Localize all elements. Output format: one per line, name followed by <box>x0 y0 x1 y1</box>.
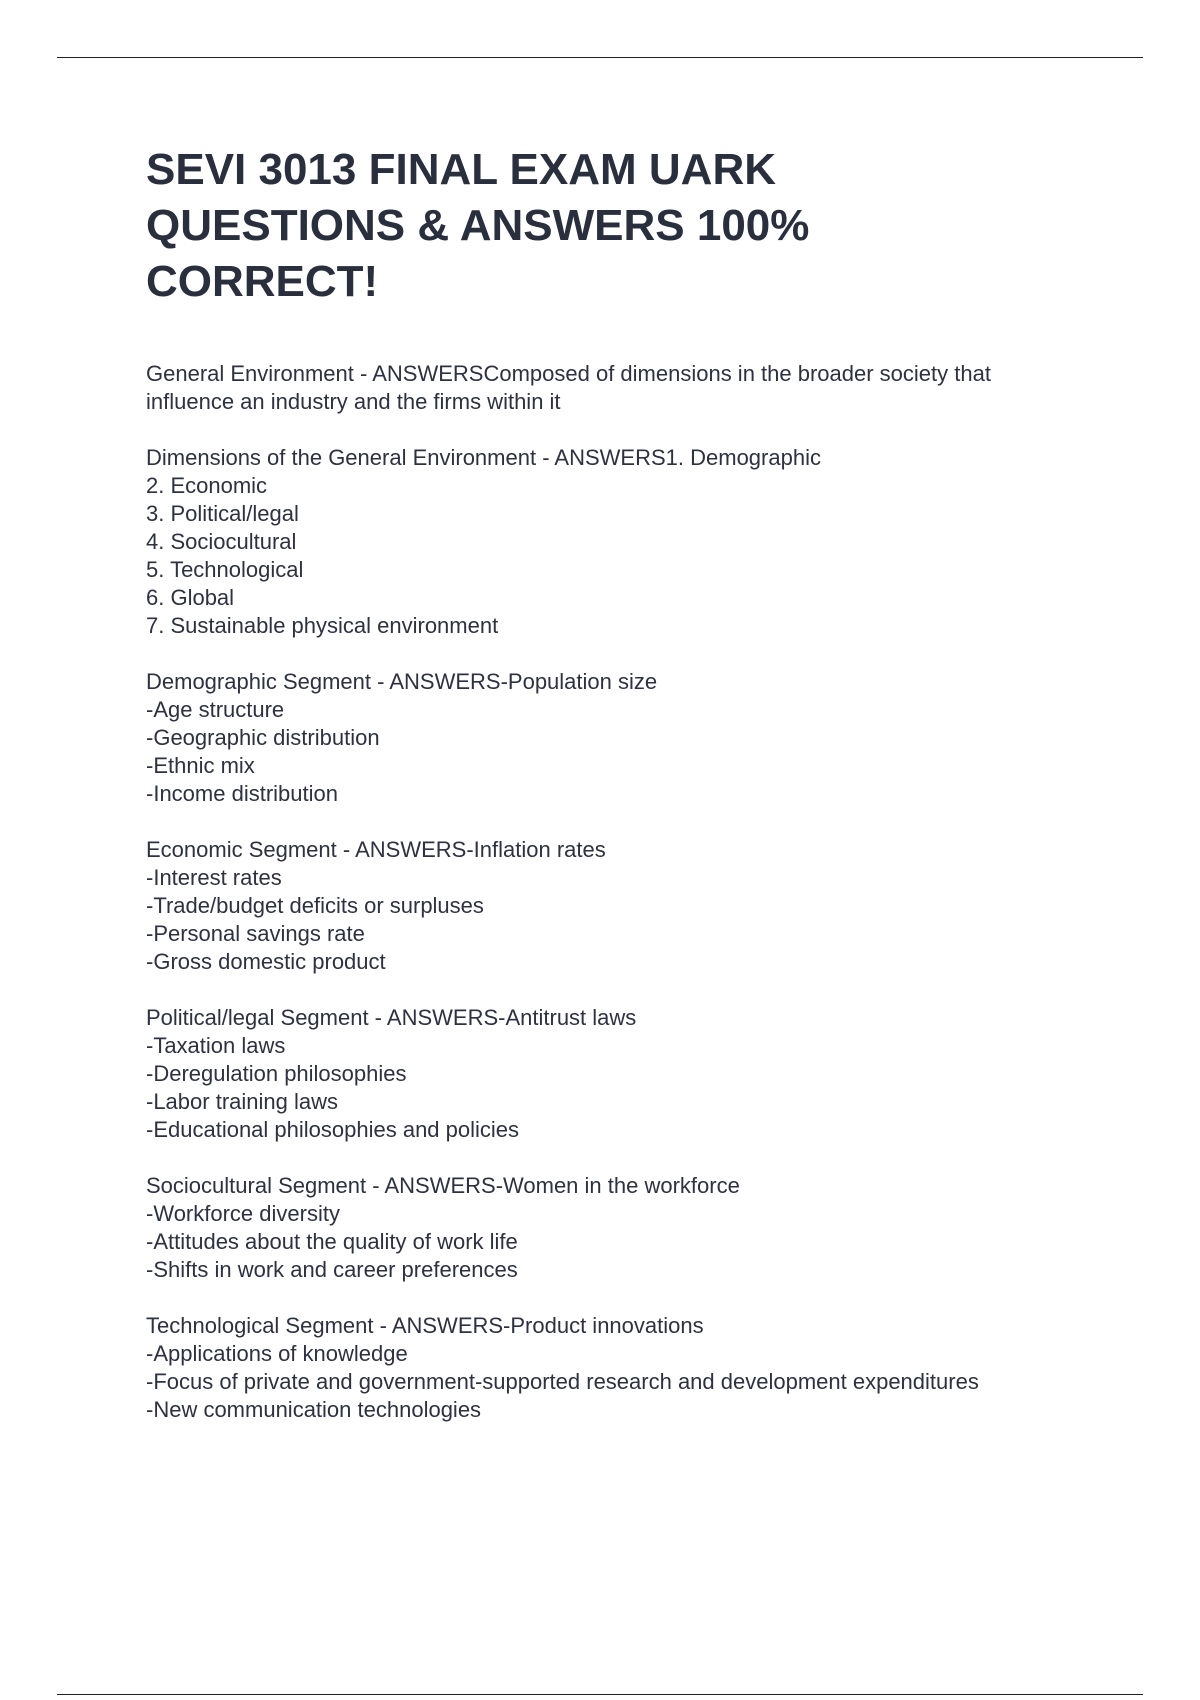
document-body <box>146 142 1106 1452</box>
qa-line: Technological Segment - ANSWERS-Product innovations <box>146 1313 704 1338</box>
qa-entry-economic <box>146 836 1106 976</box>
qa-line: -Trade/budget deficits or surpluses <box>146 893 484 918</box>
bottom-rule <box>57 1694 1143 1695</box>
qa-entry-general-environment <box>146 360 1106 416</box>
qa-line: -Age structure <box>146 697 285 722</box>
qa-entry-sociocultural <box>146 1172 1106 1284</box>
qa-entry-political-legal <box>146 1004 1106 1144</box>
qa-line: Political/legal Segment - ANSWERS-Antitrust laws <box>146 1005 637 1030</box>
qa-line: 4. Sociocultural <box>146 529 297 554</box>
title-line: QUESTIONS & ANSWERS 100% <box>146 201 810 250</box>
title-line: CORRECT! <box>146 257 379 306</box>
qa-line: -Taxation laws <box>146 1033 286 1058</box>
qa-line: -Workforce diversity <box>146 1201 340 1226</box>
qa-line: General Environment - ANSWERSComposed of dimensions in the broader society that <box>146 361 991 386</box>
qa-line: -Deregulation philosophies <box>146 1061 407 1086</box>
qa-line: Dimensions of the General Environment - ANSWERS1. Demographic <box>146 445 821 470</box>
qa-line: 3. Political/legal <box>146 501 299 526</box>
top-rule <box>57 57 1143 58</box>
qa-line: 5. Technological <box>146 557 304 582</box>
qa-line: -Labor training laws <box>146 1089 338 1114</box>
qa-line: 2. Economic <box>146 473 268 498</box>
qa-line: Demographic Segment - ANSWERS-Population size <box>146 669 658 694</box>
qa-line: -Educational philosophies and policies <box>146 1117 520 1142</box>
document-title <box>146 142 1106 310</box>
qa-entry-technological <box>146 1312 1106 1424</box>
qa-line: -Attitudes about the quality of work life <box>146 1229 518 1254</box>
qa-line: -Interest rates <box>146 865 282 890</box>
qa-line: -Shifts in work and career preferences <box>146 1257 518 1282</box>
qa-line: -Ethnic mix <box>146 753 255 778</box>
qa-line: -New communication technologies <box>146 1397 482 1422</box>
qa-line: 7. Sustainable physical environment <box>146 613 499 638</box>
qa-line: influence an industry and the firms within it <box>146 389 561 414</box>
qa-line: -Gross domestic product <box>146 949 386 974</box>
qa-line: Economic Segment - ANSWERS-Inflation rates <box>146 837 606 862</box>
qa-line: Sociocultural Segment - ANSWERS-Women in the workforce <box>146 1173 740 1198</box>
qa-line: -Focus of private and government-supported research and development expenditures <box>146 1369 979 1394</box>
qa-entry-dimensions <box>146 444 1106 640</box>
qa-line: -Income distribution <box>146 781 338 806</box>
qa-line: 6. Global <box>146 585 235 610</box>
qa-line: -Personal savings rate <box>146 921 365 946</box>
qa-line: -Applications of knowledge <box>146 1341 408 1366</box>
title-line: SEVI 3013 FINAL EXAM UARK <box>146 145 777 194</box>
qa-entry-demographic <box>146 668 1106 808</box>
qa-line: -Geographic distribution <box>146 725 380 750</box>
